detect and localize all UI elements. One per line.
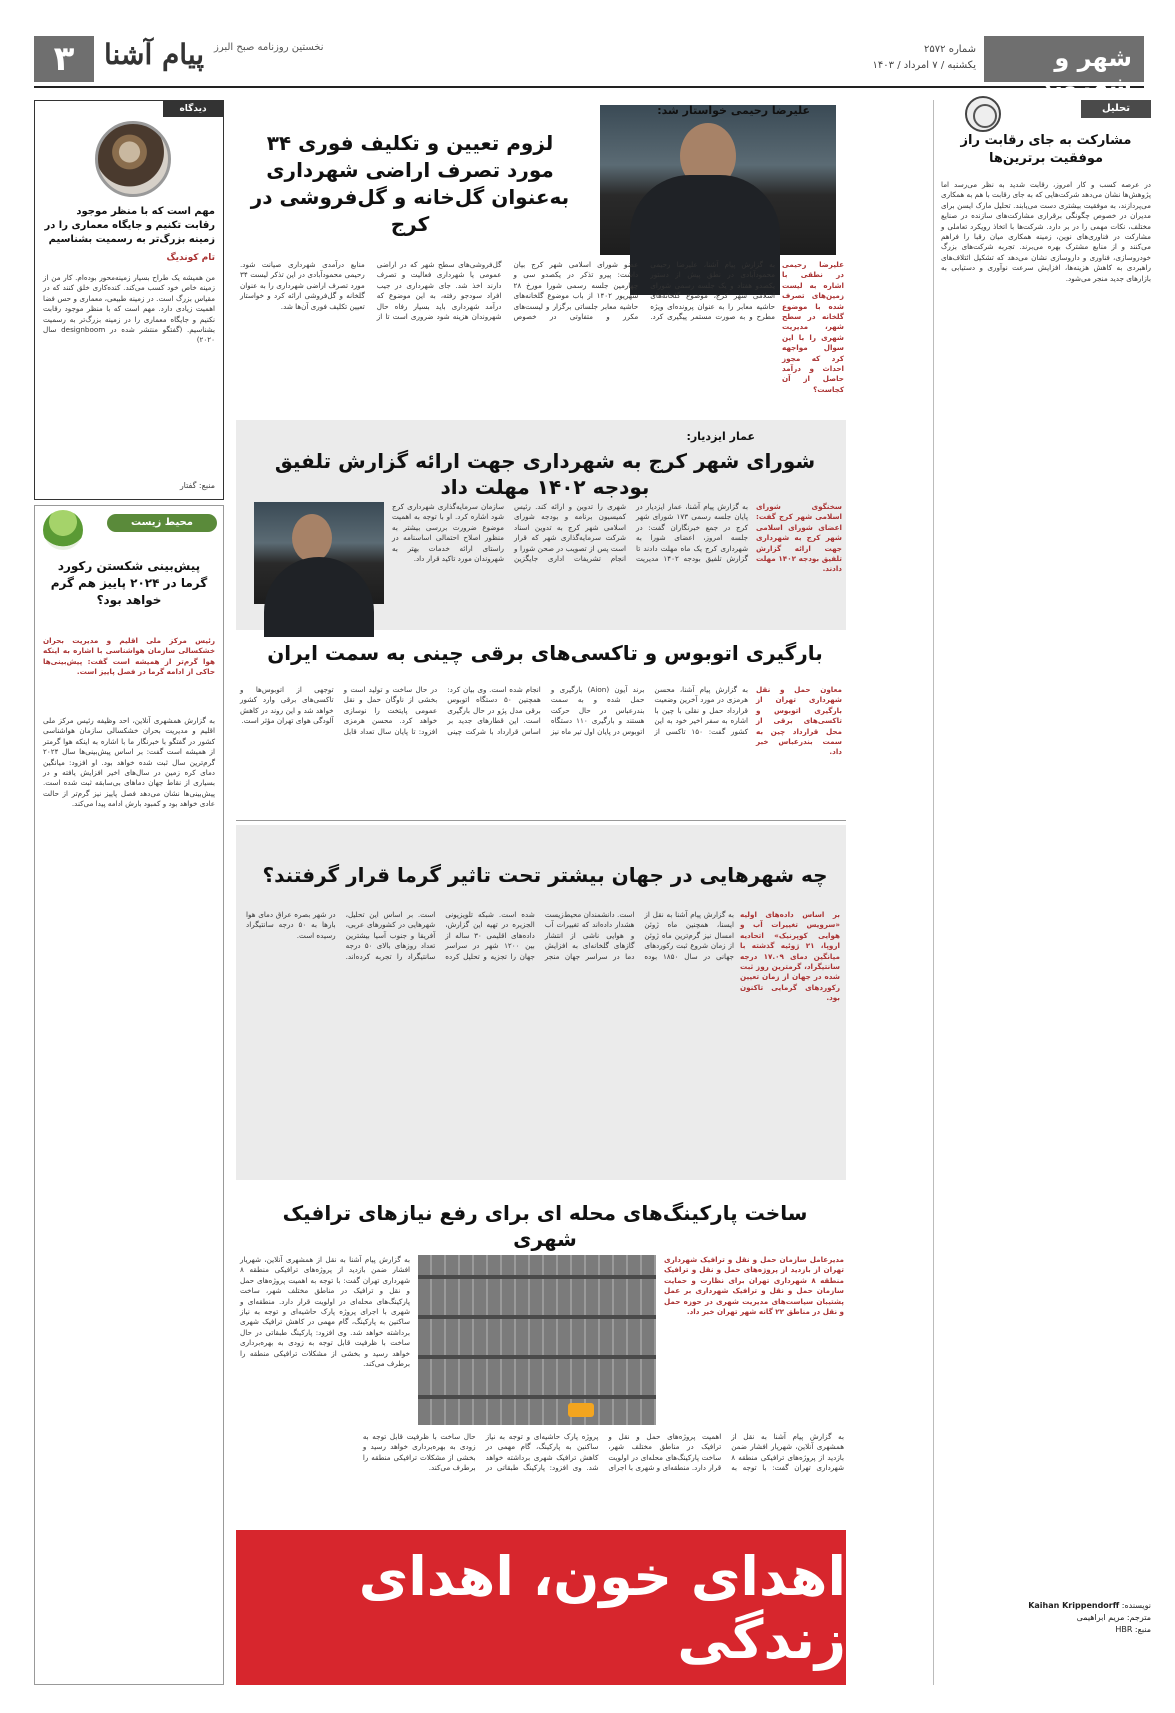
analysis-column: [933, 100, 1151, 1685]
analysis-source: منبع: HBR: [1115, 1625, 1151, 1634]
article5-lead: مدیرعامل سازمان حمل و نقل و ترافیک شهرداری تهران از بازدید از پروژه‌های حمل و نقل و ترافیک منطقه ۸ شهرداری تهران برای نظارت و حمایت سازمان حمل و نقل و ترافیک شهرداری بر عمل پشتیبان سیاست‌های مدیریت شهری در حوزه حمل و نقل در مناطق ۲۲ گانه شهر تهران خبر داد.: [664, 1255, 844, 1317]
page-number: ۳: [34, 36, 94, 82]
environment-body: به گزارش همشهری آنلاین، احد وظیفه رئیس مرکز ملی اقلیم و مدیریت بحران خشکسالی سازمان هواشناسی کشور در گفتگو با خبرنگار ما با اشاره به اینکه هوا گرمتر از همیشه است گفت: بر اساس پیش‌بینی‌ها سال ۲۰۲۴ گرم‌ترین سال ثبت شده خواهد بود. او افزود: میانگین دمای کره زمین در سال‌های اخیر افزایش یافته و در بسیاری از نقاط جهان دماهای بی‌سابقه ثبت شده است. پیش‌بینی‌ها نشان می‌دهد فصل پاییز نیز گرم‌تر از حالت عادی خواهد بود و کمبود بارش ادامه پیدا می‌کند.: [43, 716, 215, 809]
divider: [236, 820, 846, 821]
analysis-credits: [941, 1600, 1151, 1636]
opinion-author: تام کوندیگ: [166, 253, 215, 263]
issue-number: شماره ۲۵۷۲: [924, 44, 976, 55]
environment-box: [34, 505, 224, 1685]
author-avatar: [95, 121, 171, 197]
article4-lead: بر اساس داده‌های اولیه «سرویس تغییرات آب و هوایی کوپرنیک» اتحادیه اروپا، ۲۱ ژوئیه گذشته با میانگین دمای ۱۷.۰۹ درجه سانتیگراد، گرمترین روز ثبت شده در جهان از زمان تعیین رکوردهای گرمایی تاکنون بود.: [740, 910, 841, 1003]
environment-title: پیش‌بینی شکستن رکورد گرما در ۲۰۲۴ پاییز هم گرم خواهد بود؟: [50, 559, 208, 607]
analysis-tag: تحلیل: [1081, 100, 1151, 118]
article3-lead: معاون حمل و نقل شهرداری تهران از بارگیری اتوبوس و تاکسی‌های برقی از محل قرارداد چین به سمت بندرعباس خبر داد.: [756, 685, 842, 757]
article1-body: به گزارش پیام آشنا، علیرضا رحیمی محمودآبادی در نطق پیش از دستور یکصدو هفتاد و یک جلسه رسمی شورای اسلامی شهر کرج، موضوع گلخانه‌های حاشیه معابر را به عنوان پرونده‌ای ویژه مطرح و به صورت مستمر پیگیری کرد. عضو شورای اسلامی شهر کرج بیان داشت: پیرو تذکر در یکصدو سی و چهارمین جلسه رسمی شورا مورخ ۲۸ شهریور ۱۴۰۲ از باب موضوع گلخانه‌های حاشیه معابر جلساتی برگزار و لیست‌های مکرر و متفاوتی در خصوص گل‌فروشی‌های سطح شهر که در اراضی عمومی یا شهرداری فعالیت و تصرف دارند اخذ شد. جای شهرداری در جیب افراد سودجو رفته، به این موضوع که درآمد شهرداری باید بسیار رفاه حال شهروندان هزینه شود ضروری است تا از منابع درآمدی شهرداری صیانت شود. رحیمی محمودآبادی در این تذکر لیست ۳۴ مورد تصرف اراضی شهرداری را به عنوان گلخانه و گل‌فروشی ارائه کرد و خواستار تعیین تکلیف فوری آن‌ها شد.: [240, 260, 775, 322]
opinion-tag: دیدگاه: [163, 101, 223, 117]
article1-lead: علیرضا رحیمی در نطقی با اشاره به لیست زمین‌های تصرف شده با موضوع گلخانه در سطح شهر، مدیریت شهری را با این سوال مواجهه کرد که مجوز احداث و درآمد حاصل از آن کجاست؟: [782, 260, 844, 394]
analysis-title: مشارکت به جای رقابت راز موفقیت برترین‌ها: [960, 133, 1132, 166]
environment-tag: محیط زیست: [107, 514, 217, 532]
article2-lead: سخنگوی شورای اسلامی شهر کرج گفت: اعضای شورای اسلامی شهر کرج به شهرداری جهت ارائه گزارش تلفیق بودجه ۱۴۰۲ مهلت دادند.: [756, 502, 842, 574]
article1-kicker: علیرضا رحیمی خواستار شد:: [657, 104, 810, 117]
article3-headline: بارگیری اتوبوس و تاکسی‌های برقی چینی به سمت ایران: [267, 641, 823, 665]
article2-body: به گزارش پیام آشنا، عمار ایزدیار در پایان جلسه رسمی ۱۷۳ شورای شهر کرج در جمع خبرنگاران گفت: در جلسه امروز، اعضای شورا به شهرداری کرج یک ماه مهلت دادند تا گزارش تلفیق بودجه ۱۴۰۲ مدیریت شهری را تدوین و ارائه کند. رئیس کمیسیون برنامه و بودجه شورای اسلامی شهر کرج به تدوین اسناد شرکت سرمایه‌گذاری شهر که قرار است پس از تصویب در صحن شورا و انجام تشریفات اداری جایگزین سازمان سرمایه‌گذاری شهرداری کرج شود اشاره کرد. او با توجه به اهمیت موضوع ضرورت بررسی بیشتر به منظور اصلاح احتمالی اساسنامه در راستای ارائه خدمات بهتر به شهروندان مورد تاکید قرار داد.: [392, 502, 749, 564]
newspaper-tagline: نخستین روزنامه صبح البرز: [214, 42, 324, 53]
article5-body-side: به گزارش پیام آشنا به نقل از همشهری آنلاین، شهریار افشار ضمن بازدید از پروژه‌های ترافیکی منطقه ۸ شهرداری تهران گفت: با توجه به اهمیت پروژه‌های حمل و نقل و ترافیک در مناطق مختلف شهر، ساخت پارکینگ‌های محله‌ای در اولویت قرار دارد. منطقه‌ای و شهری با اجرای پروژه پارک حاشیه‌ای و توجه به نیاز ساکنین به پارکینگ، گام مهمی در کاهش ترافیک شهری برداشته خواهد شد. وی افزود: پارکینگ طبقاتی در حال ساخت با ظرفیت قابل توجه به زودی به بهره‌برداری خواهد رسید و بخشی از مشکلات ترافیکی منطقه را برطرف می‌کند.: [240, 1255, 410, 1369]
article4-body: به گزارش پیام آشنا به نقل از ایسنا، همچنین ماه ژوئن امسال نیز گرم‌ترین ماه ژوئن از زمان شروع ثبت رکوردهای جهانی در سال ۱۸۵۰ بوده است. دانشمندان محیط‌زیست هشدار داده‌اند که تغییرات آب و هوایی ناشی از انتشار گازهای گلخانه‌ای به افزایش دما در سراسر جهان منجر شده است. شبکه تلویزیونی الجزیره در تهیه این گزارش، داده‌های اقلیمی ۳۰ ساله از بین ۱۲۰۰ شهر در سراسر جهان را تجزیه و تحلیل کرده است. بر اساس این تحلیل، شهرهایی در کشورهای عربی، آفریقا و جنوب آسیا بیشترین تعداد روزهای بالای ۵۰ درجه سانتیگراد را تجربه کرده‌اند. در شهر بصره عراق دمای هوا بارها به ۵۰ درجه سانتیگراد رسیده است.: [246, 910, 734, 961]
issue-info: [873, 42, 976, 74]
opinion-source: منبع: گفتار: [179, 481, 215, 490]
article2-photo: [254, 502, 384, 604]
section-title: شهر و شهروند: [984, 36, 1144, 82]
article5-photo: [418, 1255, 656, 1425]
analysis-body: در عرصه کسب و کار امروز، رقابت شدید به نظر می‌رسد اما پژوهش‌ها نشان می‌دهد شرکت‌هایی که به جای رقابت با هم به همکاری می‌پردازند، به موفقیت بیشتری دست می‌یابند. تحلیل مارک ایسن برای مدیران در خصوص چگونگی برقراری مشارکت‌های سازنده در صنایع مختلف، نکات مهمی را در بر دارد. شرکت‌ها با اتخاذ رویکرد تعاملی و مشارکت در فناوری‌های نوین، زمینه همکاری میان رقبا را فراهم می‌کنند و از منابع مشترک بهره می‌برند. تجربه شرکت‌های بزرگ خودروسازی، فناوری و داروسازی نشان می‌دهد که تشکیل ائتلاف‌های راهبردی به کاهش هزینه‌ها، افزایش سرعت نوآوری و دستیابی به بازارهای جدید منجر می‌شود.: [941, 180, 1151, 283]
issue-date: یکشنبه / ۷ امرداد / ۱۴۰۳: [872, 60, 976, 71]
article2-kicker: عمار ایزدیار:: [686, 430, 755, 443]
article5-body: به گزارش پیام آشنا به نقل از همشهری آنلاین، شهریار افشار ضمن بازدید از پروژه‌های ترافیکی منطقه ۸ شهرداری تهران گفت: با توجه به اهمیت پروژه‌های حمل و نقل و ترافیک در مناطق مختلف شهر، ساخت پارکینگ‌های محله‌ای در اولویت قرار دارد. منطقه‌ای و شهری با اجرای پروژه پارک حاشیه‌ای و توجه به نیاز ساکنین به پارکینگ، گام مهمی در کاهش ترافیک شهری برداشته خواهد شد. وی افزود: پارکینگ طبقاتی در حال ساخت با ظرفیت قابل توجه به زودی به بهره‌برداری خواهد رسید و بخشی از مشکلات ترافیکی منطقه را برطرف می‌کند.: [362, 1432, 844, 1473]
author-label: نویسنده:: [1121, 1601, 1151, 1610]
leaf-globe-icon: [43, 510, 83, 550]
globe-icon: [965, 96, 1001, 132]
analysis-translator: مترجم: مریم ابراهیمی: [1076, 1613, 1151, 1622]
article2-headline: شورای شهر کرج به شهرداری جهت ارائه گزارش تلفیق بودجه ۱۴۰۲ مهلت داد: [274, 449, 816, 499]
opinion-body: من همیشه یک طراح بسیار زمینه‌محور بوده‌ام. کار من از زمینه خاص خود کسب می‌کند. کنده‌کاری خلق کنند که در مقیاس بزرگ است. در زمینه طبیعی، معماری و حس فضا اهمیت زیادی دارد. مهم است که با منظر موجود رقابت نکنیم و جایگاه معماری را در زمینه بزرگ‌تر به رسمیت بشناسیم. (گفتگو منتشر شده در designboom سال ۲۰۲۰): [43, 273, 215, 345]
left-column: [34, 100, 224, 1685]
environment-lead: رئیس مرکز ملی اقلیم و مدیریت بحران خشکسالی سازمان هواشناسی با اشاره به اینکه هوا گرم‌تر از همیشه است گفت: پیش‌بینی‌ها حاکی از ادامه گرما در فصل پاییز است.: [43, 636, 215, 677]
ad-slogan: اهدای خون، اهدای زندگی: [358, 1544, 846, 1671]
article3-body: به گزارش پیام آشنا، محسن هرمزی در مورد آخرین وضعیت قرارداد حمل و نقلی با چین با اشاره به سفر اخیر خود به این کشور گفت: ۱۵۰ تاکسی از برند آیون (Aion) بارگیری و حمل شده و به سمت بندرعباس در حال حرکت هستند و بارگیری ۱۱۰ دستگاه اتوبوس در پایان اول تیر ماه نیز انجام شده است. وی بیان کرد: همچنین ۵۰ دستگاه اتوبوس برقی مدل پژو در حال بارگیری است. این قطارهای جدید بر اساس قرارداد با شرکت چینی در حال ساخت و تولید است و بخشی از ناوگان حمل و نقل عمومی پایتخت را نوسازی خواهد کرد. محسن هرمزی افزود: تا پایان سال تعداد قابل توجهی از اتوبوس‌ها و تاکسی‌های برقی وارد کشور خواهد شد و این روند در کاهش آلودگی هوای تهران مؤثر است.: [240, 685, 748, 736]
analysis-author: Kaihan Krippendorff: [1028, 1601, 1120, 1610]
masthead: [34, 36, 1144, 100]
blood-donation-ad: [236, 1530, 846, 1685]
article1-headline: لزوم تعیین و تکلیف فوری ۳۴ مورد تصرف اراضی شهرداری به‌عنوان گل‌خانه و گل‌فروشی در کرج: [250, 131, 570, 236]
article1-photo: [600, 105, 836, 255]
opinion-box: [34, 100, 224, 500]
opinion-title: مهم است که با منظر موجود رقابت تکنیم و جایگاه معماری را در زمینه بزرگ‌تر به رسمیت بشناسیم: [44, 206, 215, 245]
article4-headline: چه شهرهایی در جهان بیشتر تحت تاثیر گرما قرار گرفتند؟: [262, 863, 828, 887]
article5-headline: ساخت پارکینگ‌های محله ای برای رفع نیازهای ترافیک شهری: [282, 1201, 808, 1251]
newspaper-logo: پیام آشنا: [104, 38, 205, 71]
